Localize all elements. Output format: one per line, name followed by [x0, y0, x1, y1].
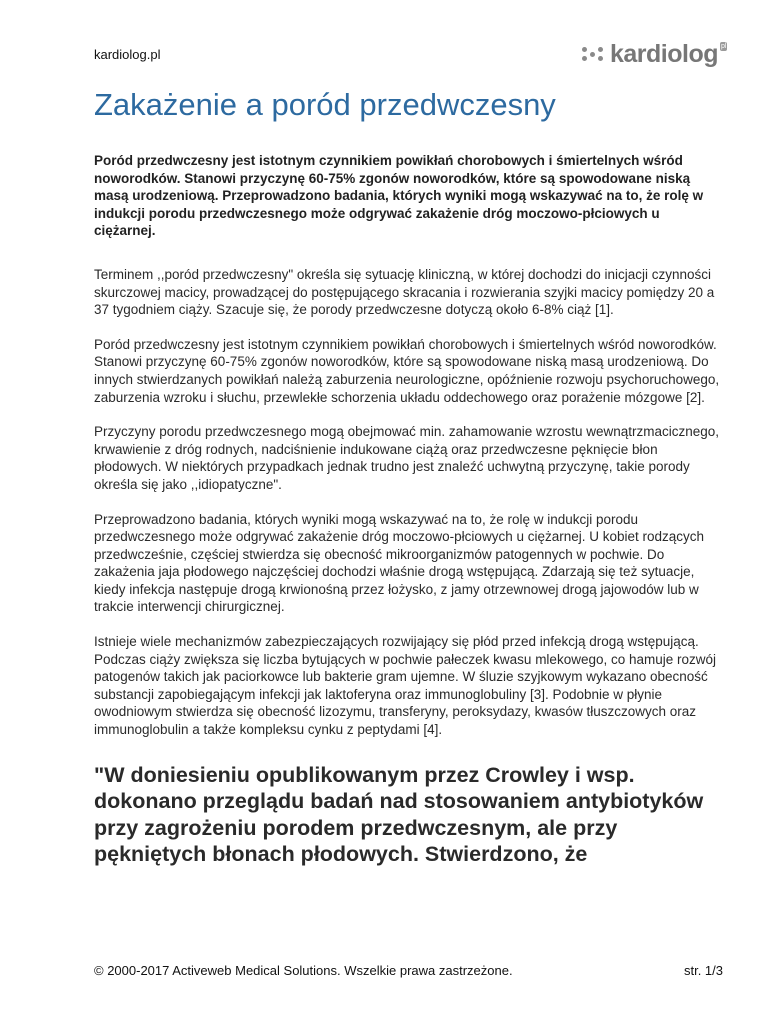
paragraph: Przyczyny porodu przedwczesnego mogą obejmować min. zahamowanie wzrostu wewnątrzmacicznego, krwawienie z dróg rodnych, nadciśnienie indukowane ciążą oraz przedwczesne pęknięcie błon płodowych. W niektórych przypadkach jednak trudno jest znaleźć uchwytną przyczynę, takie porody określa się jako ,,idiopatyczne".: [94, 424, 720, 492]
site-name: kardiolog.pl: [94, 47, 161, 62]
pull-quote: "W doniesieniu opublikowanym przez Crowley i wsp. dokonano przeglądu badań nad stosowaniem antybiotyków przy zagrożeniu porodem przedwczesnym, ale przy pękniętych błonach płodowych. Stwierdzono, że: [94, 762, 704, 867]
logo-text: kardiolog: [610, 40, 719, 68]
page-title: Zakażenie a poród przedwczesny: [94, 87, 556, 122]
footer-copyright: © 2000-2017 Activeweb Medical Solutions. Wszelkie prawa zastrzeżone.: [94, 963, 513, 978]
paragraph: Przeprowadzono badania, których wyniki mogą wskazywać na to, że rolę w indukcji porodu przedwczesnego może odgrywać zakażenie dróg moczowo-płciowych u ciężarnej. U kobiet rodzących przedwcześnie, częściej stwierdza się obecność mikroorganizmów patogennych w pochwie. Do zakażenia jaja płodowego najczęściej dochodzi właśnie drogą wstępującą. Zdarzają się też sytuacje, kiedy infekcja następuje drogą krwionośną przez łożysko, z jamy otrzewnowej drogą jajowodów lub w trakcie interwencji chirurgicznej.: [94, 511, 705, 615]
paragraph: Terminem ,,poród przedwczesny" określa się sytuację kliniczną, w której dochodzi do inicjacji czynności skurczowej macicy, prowadzącej do postępującego skracania i rozwierania szyjki macicy pomiędzy 20 a 37 tygodniem ciąży. Szacuje się, że porody przedwczesne dotyczą około 6-8% ciąż [1].: [94, 266, 715, 318]
paragraph: Poród przedwczesny jest istotnym czynnikiem powikłań chorobowych i śmiertelnych wśród noworodków. Stanowi przyczynę 60-75% zgonów noworodków, które są spowodowane niską masą urodzeniową. Do innych stwierdzanych powikłań należą zaburzenia neurologiczne, opóźnienie rozwoju psychoruchowego, zaburzenia wzroku i słuchu, przewlekłe schorzenia układu oddechowego oraz porażenie mózgowe [2].: [94, 336, 720, 405]
dots-icon: [580, 41, 608, 69]
article-lead: Poród przedwczesny jest istotnym czynnikiem powikłań chorobowych i śmiertelnych wśród noworodków. Stanowi przyczynę 60-75% zgonów noworodków, które są spowodowane niską masą urodzeniową. Przeprowadzono badania, których wyniki mogą wskazywać na to, że rolę w indukcji porodu przedwczesnego może odgrywać zakażenie dróg moczowo-płciowych u ciężarnej.: [94, 153, 704, 239]
page-number: str. 1/3: [683, 963, 723, 978]
logo: [580, 40, 727, 69]
paragraph: Istnieje wiele mechanizmów zabezpieczających rozwijający się płód przed infekcją drogą wstępującą. Podczas ciąży zwiększa się liczba bytujących w pochwie pałeczek kwasu mlekowego, co hamuje rozwój patogenów takich jak paciorkowce lub bakterie gram ujemne. W śluzie szyjkowym wykazano obecność substancji zapobiegającym infekcji jak laktoferyna oraz immunoglobuliny [3]. Podobnie w płynie owodniowym stwierdza się obecność lizozymu, transferyny, peroksydazy, kwasów tłuszczowych oraz immunoglobulin a także kompleksu cynku z peptydami [4].: [94, 634, 717, 738]
logo-badge: pl: [721, 43, 727, 50]
article-body: [94, 152, 724, 868]
